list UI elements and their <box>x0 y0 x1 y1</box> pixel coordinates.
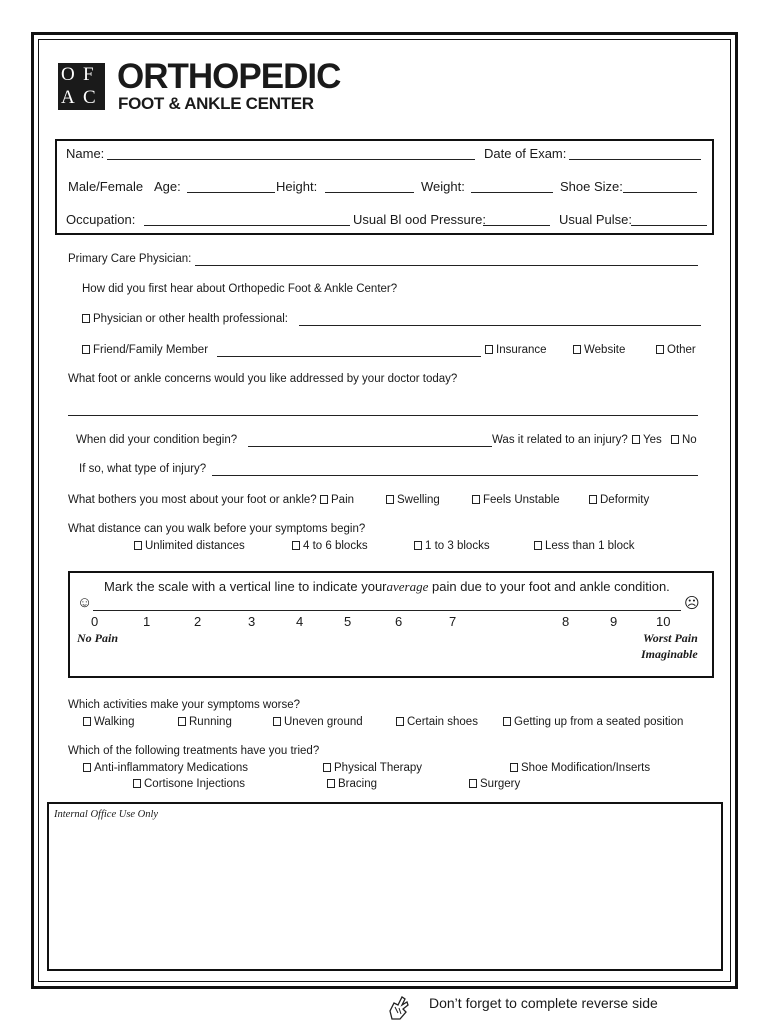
treatment-option-label: Cortisone Injections <box>144 778 245 790</box>
logo-letter-a: A <box>61 87 75 108</box>
checkbox-icon <box>320 495 328 504</box>
referral-website-option[interactable] <box>573 344 625 356</box>
referral-friend-option[interactable] <box>82 344 208 356</box>
condition-begin-field[interactable] <box>248 446 492 447</box>
name-field[interactable] <box>107 159 475 160</box>
checkbox-icon <box>534 541 542 550</box>
checkbox-icon <box>327 779 335 788</box>
injury-yes-option[interactable] <box>632 434 662 446</box>
treatment-option-label: Shoe Modification/Inserts <box>521 762 651 774</box>
pointing-hand-icon <box>386 993 412 1021</box>
blood-pressure-field[interactable] <box>483 225 550 226</box>
checkbox-icon <box>178 717 186 726</box>
activity-running-option[interactable] <box>178 716 232 728</box>
sex-label: Male/Female <box>68 179 144 194</box>
shoe-size-field[interactable] <box>623 192 697 193</box>
pain-tick: 3 <box>248 614 256 629</box>
injury-type-label: If so, what type of injury? <box>79 463 207 475</box>
brand-name-line1: ORTHOPEDIC <box>117 57 341 96</box>
checkbox-icon <box>133 779 141 788</box>
pain-tick: 10 <box>656 614 671 629</box>
distance-1to3-option[interactable] <box>414 540 490 552</box>
logo-letter-c: C <box>83 87 96 108</box>
age-label: Age: <box>154 179 181 194</box>
checkbox-icon <box>83 763 91 772</box>
treatment-shoe-mod-option[interactable] <box>510 762 650 774</box>
reverse-side-note: Don’t forget to complete reverse side <box>429 995 658 1011</box>
activity-shoes-option[interactable] <box>396 716 478 728</box>
referral-other-option[interactable] <box>656 344 696 356</box>
pain-scale-instruction-b: pain due to your foot and ankle condition. <box>428 579 670 594</box>
distance-unlimited-option[interactable] <box>134 540 245 552</box>
physician-field[interactable] <box>195 265 698 266</box>
bothers-deformity-option[interactable] <box>589 494 649 506</box>
referral-website-label: Website <box>584 344 626 356</box>
activity-option-label: Certain shoes <box>407 716 478 728</box>
distance-option-label: Less than 1 block <box>545 540 635 552</box>
checkbox-icon <box>396 717 404 726</box>
smiley-face-icon: ☺ <box>77 594 93 611</box>
checkbox-icon <box>485 345 493 354</box>
activity-option-label: Walking <box>94 716 135 728</box>
pain-tick: 2 <box>194 614 202 629</box>
treatment-bracing-option[interactable] <box>327 778 377 790</box>
checkbox-icon <box>292 541 300 550</box>
distance-option-label: 4 to 6 blocks <box>303 540 368 552</box>
logo-letter-f: F <box>83 64 94 85</box>
blood-pressure-label: Usual Bl ood Pressure: <box>353 212 486 227</box>
injury-question: Was it related to an injury? <box>492 434 628 446</box>
activity-option-label: Running <box>189 716 232 728</box>
frowning-face-icon: ☹ <box>684 595 700 612</box>
treatment-option-label: Physical Therapy <box>334 762 422 774</box>
height-field[interactable] <box>325 192 414 193</box>
checkbox-icon <box>83 717 91 726</box>
checkbox-icon <box>510 763 518 772</box>
pain-tick: 1 <box>143 614 151 629</box>
referral-friend-label: Friend/Family Member <box>93 344 209 356</box>
treatment-surgery-option[interactable] <box>469 778 520 790</box>
pain-scale-instruction-a: Mark the scale with a vertical line to indicate your <box>104 579 387 594</box>
referral-friend-field[interactable] <box>217 356 481 357</box>
concerns-field[interactable] <box>68 415 698 416</box>
referral-physician-option[interactable] <box>82 313 288 325</box>
bothers-option-label: Swelling <box>397 494 440 506</box>
ofac-logo-mark <box>58 63 105 110</box>
treatment-option-label: Surgery <box>480 778 521 790</box>
pain-tick: 7 <box>449 614 457 629</box>
injury-yes-label: Yes <box>643 434 662 446</box>
distance-question: What distance can you walk before your symptoms begin? <box>68 523 366 535</box>
bothers-option-label: Feels Unstable <box>483 494 560 506</box>
activity-option-label: Getting up from a seated position <box>514 716 684 728</box>
injury-no-label: No <box>682 434 697 446</box>
date-of-exam-label: Date of Exam: <box>484 146 567 161</box>
no-pain-label: No Pain <box>77 631 119 645</box>
pain-tick: 9 <box>610 614 618 629</box>
checkbox-icon <box>386 495 394 504</box>
imaginable-label: Imaginable <box>641 647 698 661</box>
pain-tick: 4 <box>296 614 304 629</box>
activity-seated-option[interactable] <box>503 716 683 728</box>
worst-pain-label: Worst Pain <box>643 631 698 645</box>
checkbox-icon <box>589 495 597 504</box>
treatment-physical-therapy-option[interactable] <box>323 762 422 774</box>
checkbox-icon <box>503 717 511 726</box>
occupation-label: Occupation: <box>66 212 136 227</box>
activities-question: Which activities make your symptoms worse? <box>68 699 300 711</box>
checkbox-icon <box>323 763 331 772</box>
treatment-cortisone-option[interactable] <box>133 778 245 790</box>
pain-tick: 0 <box>91 614 99 629</box>
checkbox-icon <box>82 345 90 354</box>
pain-scale-line[interactable] <box>93 610 681 611</box>
checkbox-icon <box>469 779 477 788</box>
logo-letter-o: O <box>61 64 75 85</box>
bothers-unstable-option[interactable] <box>472 494 560 506</box>
weight-label: Weight: <box>421 179 465 194</box>
concerns-question: What foot or ankle concerns would you like addressed by your doctor today? <box>68 373 458 385</box>
pain-tick: 6 <box>395 614 403 629</box>
distance-option-label: 1 to 3 blocks <box>425 540 490 552</box>
pain-tick: 8 <box>562 614 570 629</box>
occupation-field[interactable] <box>144 225 350 226</box>
bothers-option-label: Pain <box>331 494 355 506</box>
checkbox-icon <box>273 717 281 726</box>
activity-walking-option[interactable] <box>83 716 134 728</box>
checkbox-icon <box>134 541 142 550</box>
checkbox-icon <box>656 345 664 354</box>
referral-insurance-option[interactable] <box>485 344 547 356</box>
injury-type-field[interactable] <box>212 475 698 476</box>
distance-less1-option[interactable] <box>534 540 635 552</box>
checkbox-icon <box>82 314 90 323</box>
pain-scale-instruction <box>104 579 670 595</box>
name-label: Name: <box>66 146 105 161</box>
bothers-option-label: Deformity <box>600 494 650 506</box>
referral-physician-label: Physician or other health professional: <box>93 313 288 325</box>
age-field[interactable] <box>187 192 275 193</box>
referral-insurance-label: Insurance <box>496 344 547 356</box>
treatment-antiinflammatory-option[interactable] <box>83 762 248 774</box>
height-label: Height: <box>276 179 318 194</box>
checkbox-icon <box>472 495 480 504</box>
pain-tick: 5 <box>344 614 352 629</box>
referral-question: How did you first hear about Orthopedic Foot & Ankle Center? <box>82 283 398 295</box>
office-use-box <box>47 802 723 971</box>
bothers-pain-option[interactable] <box>320 494 354 506</box>
pain-scale-instruction-emphasis: average <box>386 579 429 594</box>
checkbox-icon <box>414 541 422 550</box>
brand-name-line2: FOOT & ANKLE CENTER <box>118 94 314 113</box>
physician-label: Primary Care Physician: <box>68 253 192 265</box>
condition-begin-label: When did your condition begin? <box>76 434 238 446</box>
treatment-option-label: Anti-inflammatory Medications <box>94 762 249 774</box>
injury-no-option[interactable] <box>671 434 697 446</box>
referral-physician-field[interactable] <box>299 325 701 326</box>
checkbox-icon <box>632 435 640 444</box>
pulse-label: Usual Pulse: <box>559 212 632 227</box>
treatments-question: Which of the following treatments have you tried? <box>68 745 320 757</box>
activity-uneven-option[interactable] <box>273 716 363 728</box>
treatment-option-label: Bracing <box>338 778 377 790</box>
activity-option-label: Uneven ground <box>284 716 363 728</box>
bothers-swelling-option[interactable] <box>386 494 440 506</box>
weight-field[interactable] <box>471 192 553 193</box>
distance-option-label: Unlimited distances <box>145 540 245 552</box>
bothers-question: What bothers you most about your foot or ankle? <box>68 494 317 506</box>
referral-other-label: Other <box>667 344 696 356</box>
shoe-size-label: Shoe Size: <box>560 179 623 194</box>
pulse-field[interactable] <box>631 225 707 226</box>
date-of-exam-field[interactable] <box>569 159 701 160</box>
office-use-label: Internal Office Use Only <box>54 809 159 820</box>
checkbox-icon <box>573 345 581 354</box>
checkbox-icon <box>671 435 679 444</box>
distance-4to6-option[interactable] <box>292 540 368 552</box>
